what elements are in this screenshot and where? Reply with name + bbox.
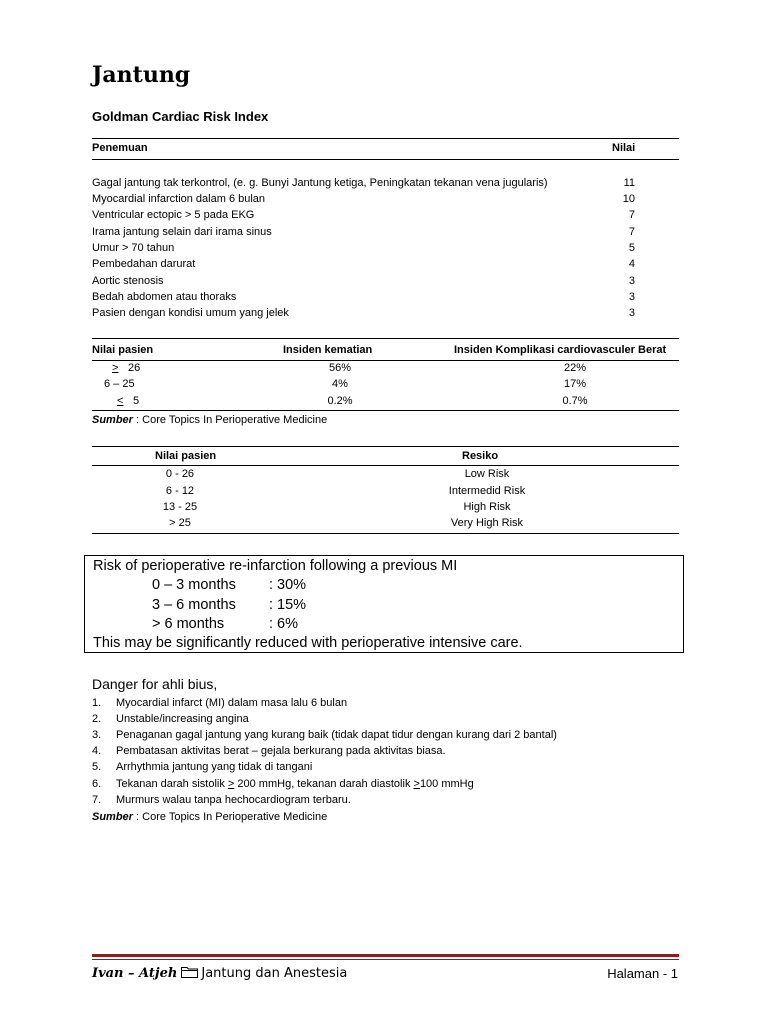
table3-score: 0 - 26	[165, 468, 195, 480]
table1-value: 3	[628, 307, 635, 319]
table1-value: 4	[628, 258, 635, 270]
list-item: 1. Myocardial infarct (MI) dalam masa lalu 6 bulan	[92, 697, 348, 709]
table1-finding: Myocardial infarction dalam 6 bulan	[92, 193, 266, 205]
table1-finding: Ventricular ectopic > 5 pada EKG	[92, 209, 255, 221]
table3-risk: High Risk	[463, 501, 511, 513]
lte-symbol: <	[117, 395, 124, 407]
table3-score: > 25	[169, 517, 191, 529]
page-number: Halaman - 1	[607, 966, 678, 981]
box-period: > 6 months	[152, 616, 225, 632]
box-value: : 6%	[269, 616, 299, 632]
table1-header-rule	[92, 159, 679, 160]
table2-complication: 0.7%	[562, 395, 588, 407]
box-period: 3 – 6 months	[152, 597, 236, 613]
table2-header-score: Nilai pasien	[92, 344, 154, 356]
footer-rule-thin	[92, 959, 679, 960]
list-item: 3. Penaganan gagal jantung yang kurang baik (tidak dapat tidur dengan kurang dari 2 bantal)	[92, 729, 557, 741]
table1-header-finding: Penemuan	[92, 142, 148, 154]
reinfarction-risk-box	[84, 555, 684, 653]
table3-risk: Very High Risk	[450, 517, 524, 529]
table3-risk: Intermedid Risk	[448, 485, 526, 497]
footer-author: Ivan – Atjeh	[92, 966, 178, 981]
box-value: : 30%	[269, 577, 307, 593]
box-value: : 15%	[269, 597, 307, 613]
table3-score: 6 - 12	[165, 485, 195, 497]
list-item: 5. Arrhythmia jantung yang tidak di tangani	[92, 761, 313, 773]
source-label: Sumber	[92, 414, 133, 426]
list-item: 2. Unstable/increasing angina	[92, 713, 249, 725]
source-citation	[92, 811, 327, 823]
table1-value: 10	[622, 193, 635, 205]
table3-header-score: Nilai pasien	[155, 450, 217, 462]
footer-doc-title: Jantung dan Anestesia	[201, 966, 348, 981]
source-text: : Core Topics In Perioperative Medicine	[132, 811, 328, 823]
danger-title: Danger for ahli bius,	[92, 676, 218, 692]
table1-top-rule	[92, 138, 679, 139]
footer-rule	[92, 954, 679, 957]
table1-value: 3	[628, 275, 635, 287]
table2-score: 5	[133, 395, 140, 407]
table1-finding: Aortic stenosis	[92, 275, 164, 287]
table2-bottom-rule	[92, 410, 679, 411]
table2-header-complication: Insiden Komplikasi cardiovasculer Berat	[454, 344, 667, 356]
box-period: 0 – 3 months	[152, 577, 236, 593]
table1-finding: Pembedahan darurat	[92, 258, 196, 270]
source-citation	[92, 414, 327, 426]
table3-header-rule	[92, 465, 679, 466]
source-label: Sumber	[92, 811, 133, 823]
table3-top-rule	[92, 446, 679, 447]
table2-mortality: 56%	[328, 362, 352, 374]
box-heading: Risk of perioperative re-infarction following a previous MI	[93, 558, 458, 574]
folder-icon	[181, 966, 198, 978]
table2-score: 26	[128, 362, 141, 374]
source-text: : Core Topics In Perioperative Medicine	[132, 414, 328, 426]
box-note: This may be significantly reduced with perioperative intensive care.	[93, 635, 523, 651]
table1-finding: Gagal jantung tak terkontrol, (e. g. Bunyi Jantung ketiga, Peningkatan tekanan vena jugularis)	[92, 177, 548, 189]
table1-finding: Umur > 70 tahun	[92, 242, 175, 254]
table1-finding: Pasien dengan kondisi umum yang jelek	[92, 307, 289, 319]
footer-left	[92, 966, 347, 981]
table1-finding: Bedah abdomen atau thoraks	[92, 291, 237, 303]
table2-header-mortality: Insiden kematian	[283, 344, 373, 356]
table1-value: 7	[628, 209, 635, 221]
list-item: 7. Murmurs walau tanpa hechocardiogram terbaru.	[92, 794, 351, 806]
table1-finding: Irama jantung selain dari irama sinus	[92, 226, 272, 238]
table3-risk: Low Risk	[464, 468, 510, 480]
gte-symbol: >	[227, 778, 235, 790]
table2-complication: 22%	[563, 362, 587, 374]
list-item: 6. Tekanan darah sistolik > 200 mmHg, tekanan darah diastolik >100 mmHg	[92, 778, 474, 790]
page-title: Jantung	[92, 62, 191, 88]
table2-score: 6 – 25	[104, 378, 135, 390]
table3-score: 13 - 25	[162, 501, 198, 513]
table1-value: 3	[628, 291, 635, 303]
table1-value: 11	[623, 177, 635, 189]
table2-header-rule	[92, 360, 679, 361]
list-item: 4. Pembatasan aktivitas berat – gejala berkurang pada aktivitas biasa.	[92, 745, 446, 757]
table3-bottom-rule	[92, 533, 679, 534]
section-subtitle: Goldman Cardiac Risk Index	[92, 109, 269, 124]
table3-header-risk: Resiko	[462, 450, 499, 462]
table1-value: 5	[628, 242, 635, 254]
table1-value: 7	[628, 226, 635, 238]
table2-mortality: 4%	[332, 378, 348, 390]
table2-complication: 17%	[563, 378, 587, 390]
table1-header-value: Nilai	[612, 142, 636, 154]
table2-mortality: 0.2%	[327, 395, 353, 407]
gte-symbol: >	[413, 778, 420, 790]
gte-symbol: >	[112, 362, 119, 374]
table2-top-rule	[92, 338, 679, 339]
